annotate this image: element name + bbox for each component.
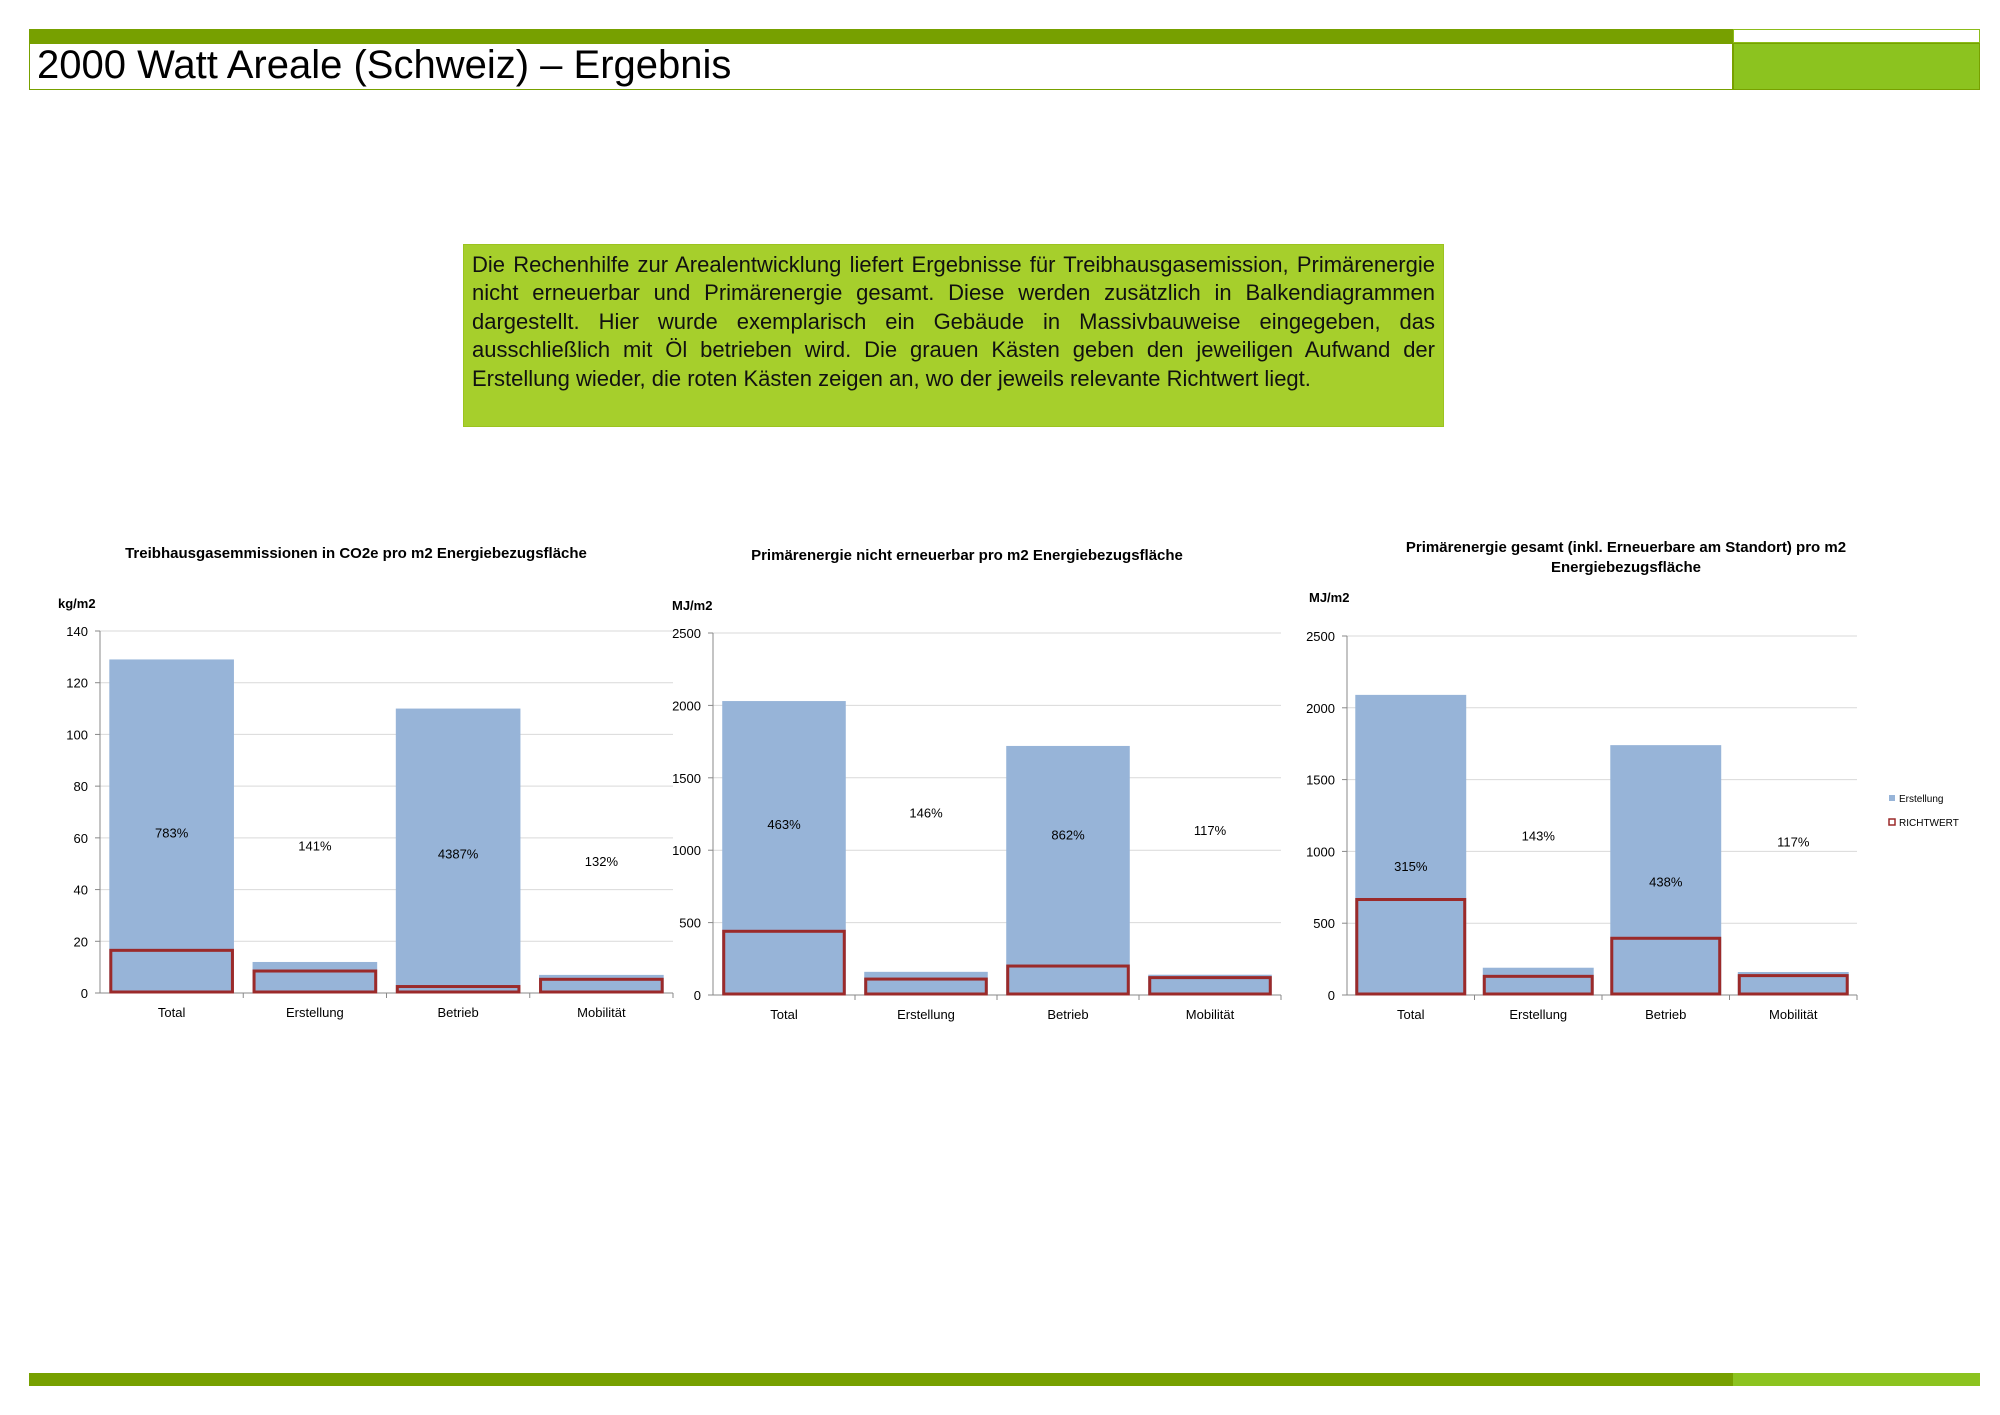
y-tick-label: 500: [1313, 916, 1335, 932]
data-label: 438%: [1649, 874, 1683, 890]
chart-3: [1306, 539, 1857, 1022]
y-tick-label: 2500: [672, 626, 701, 641]
x-tick-label: Betrieb: [1047, 1007, 1089, 1022]
chart-title-line2: Energiebezugsfläche: [1550, 559, 1702, 576]
y-tick-label: 1000: [1306, 844, 1335, 860]
x-tick-label: Betrieb: [437, 1005, 479, 1020]
y-tick-label: 2500: [1306, 629, 1335, 644]
x-tick-label: Betrieb: [1645, 1007, 1687, 1022]
chart-1: [58, 545, 673, 1020]
page-title: 2000 Watt Areale (Schweiz) – Ergebnis: [37, 43, 732, 87]
y-axis-unit: kg/m2: [58, 596, 96, 611]
y-tick-label: 0: [1327, 988, 1335, 1003]
bar-erstellung: [1610, 745, 1721, 995]
y-tick-label: 0: [80, 986, 88, 1001]
y-tick-label: 120: [66, 675, 88, 691]
x-tick-label: Mobilität: [1769, 1007, 1818, 1022]
y-tick-label: 1000: [672, 843, 701, 859]
legend: [1889, 794, 1959, 829]
y-tick-label: 0: [693, 988, 701, 1003]
y-tick-label: 60: [73, 830, 88, 846]
x-tick-label: Erstellung: [897, 1007, 955, 1022]
x-tick-label: Mobilität: [577, 1005, 626, 1020]
y-axis-unit: MJ/m2: [672, 598, 713, 613]
data-label: 143%: [1521, 828, 1555, 844]
legend-swatch-richtwert: [1889, 819, 1895, 825]
data-label: 862%: [1051, 827, 1085, 843]
y-tick-label: 2000: [1306, 700, 1335, 716]
data-label: 315%: [1394, 858, 1428, 874]
y-tick-label: 40: [73, 882, 88, 898]
chart-2: [672, 547, 1281, 1022]
y-tick-label: 1500: [1306, 772, 1335, 788]
legend-swatch-erstellung: [1889, 795, 1895, 801]
x-tick-label: Erstellung: [1509, 1007, 1568, 1022]
legend-label-richtwert: RICHTWERT: [1899, 818, 1959, 829]
x-tick-label: Total: [1397, 1007, 1425, 1022]
y-tick-label: 140: [66, 624, 88, 639]
chart-title: Primärenergie gesamt (inkl. Erneuerbare am Standort) pro m2: [1405, 539, 1847, 556]
y-axis-unit: MJ/m2: [1309, 590, 1350, 605]
x-tick-label: Erstellung: [285, 1005, 344, 1020]
bar-erstellung: [1483, 968, 1594, 995]
bar-erstellung: [722, 701, 846, 995]
footer-accent-bar: [29, 1373, 1733, 1386]
data-label: 463%: [767, 817, 801, 833]
y-tick-label: 1500: [672, 770, 701, 786]
y-tick-label: 2000: [672, 698, 701, 714]
data-label: 117%: [1777, 834, 1810, 850]
x-tick-label: Total: [157, 1005, 186, 1020]
bar-erstellung: [864, 972, 988, 995]
y-tick-label: 500: [679, 915, 701, 931]
y-tick-label: 100: [66, 727, 88, 743]
chart-title: Primärenergie nicht erneuerbar pro m2 Energiebezugsfläche: [751, 547, 1183, 564]
data-label: 783%: [155, 825, 189, 841]
x-tick-label: Total: [770, 1007, 798, 1022]
bar-erstellung: [539, 975, 664, 993]
bar-erstellung: [253, 962, 378, 993]
data-label: 146%: [909, 805, 943, 821]
description-box: Die Rechenhilfe zur Arealentwicklung liefert Ergebnisse für Treibhausgasemission, Primärenergie nicht erneuerbar und Primärenergie gesamt. Diese werden zusätzlich in Balkendiagrammen dargestellt. Hier wurde exemplarisch ein Gebäude in Massivbauweise eingegeben, das ausschließlich mit Öl betrieben wird. Die grauen Kästen geben den jeweiligen Aufwand der Erstellung wieder, die roten Kästen zeigen an, wo der jeweils relevante Richtwert liegt.: [463, 244, 1444, 427]
y-tick-label: 20: [73, 934, 88, 950]
data-label: 141%: [298, 838, 332, 854]
data-label: 117%: [1193, 822, 1227, 838]
legend-label-erstellung: Erstellung: [1899, 794, 1944, 805]
bar-erstellung: [1006, 746, 1130, 995]
footer-corner-block: [1733, 1373, 1980, 1386]
x-tick-label: Mobilität: [1185, 1007, 1235, 1022]
data-label: 132%: [584, 854, 618, 870]
data-label: 4387%: [437, 846, 479, 862]
bar-erstellung: [1355, 695, 1466, 995]
chart-title: Treibhausgasemmissionen in CO2e pro m2 Energiebezugsfläche: [125, 545, 587, 562]
y-tick-label: 80: [73, 779, 88, 795]
